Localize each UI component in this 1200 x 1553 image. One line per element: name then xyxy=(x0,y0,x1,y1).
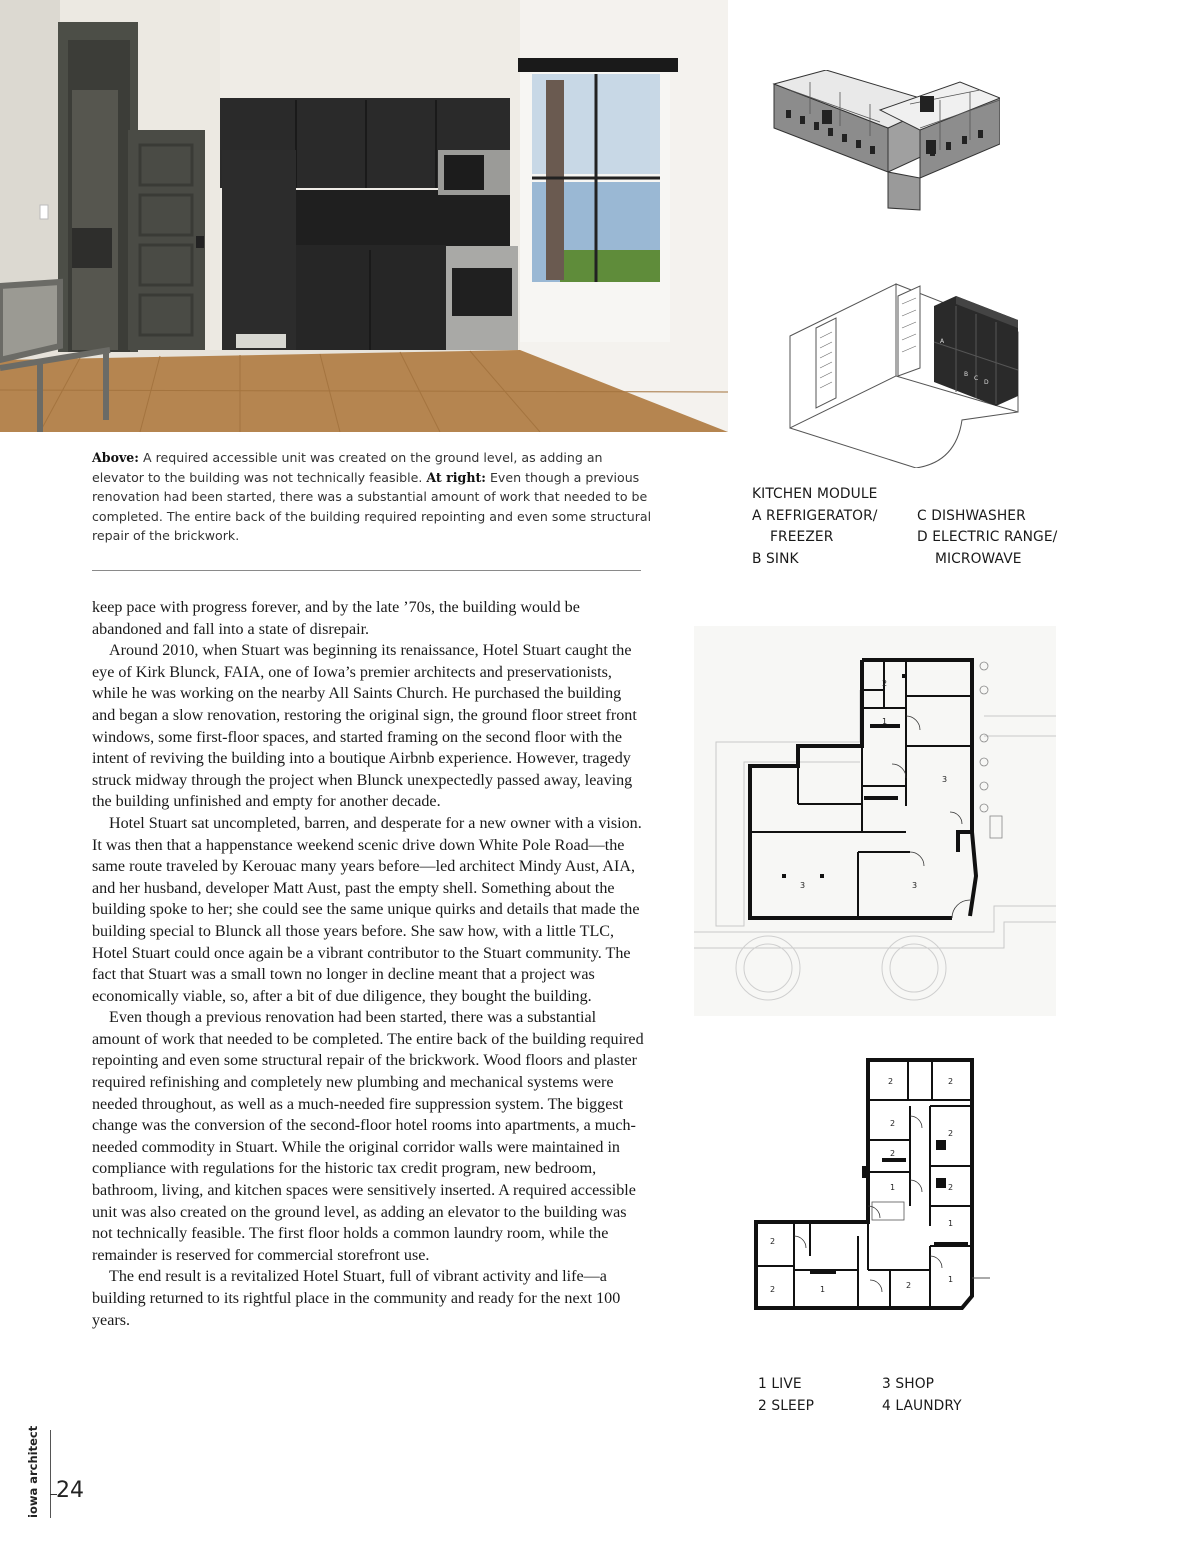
magazine-name: iowa architect xyxy=(26,1425,40,1518)
kitchen-legend-d: D ELECTRIC RANGE/ xyxy=(917,529,1058,546)
caption-above-label: Above: xyxy=(92,450,139,465)
iso-label-a: A xyxy=(940,338,945,345)
floor-plan-legend xyxy=(758,1374,1018,1418)
plan2-label-sleep-4: 2 xyxy=(948,1129,954,1138)
kitchen-legend-title: KITCHEN MODULE xyxy=(752,486,878,502)
body-paragraph-3: Hotel Stuart sat uncompleted, barren, and desperate for a new owner with a vision. It was then that a happenstance weekend scenic drive down White Pole Road—the same route traveled by Kerouac many years before—led architect Mindy Aust, AIA, and her husband, developer Matt Aust, past the empty shell. Something about the building spoke to her; she could see the same unique quirks and details that made the building special to Blunck all those years before. She saw how, with a little TLC, Hotel Stuart could once again be a vibrant contributor to the Stuart community. The fact that Stuart was a small town no longer in decline meant that a project was economically viable, so, after a bit of due diligence, they bought the building. xyxy=(92,814,642,1005)
caption-right-text: Even though a previous renovation had been started, there was a substantial amount of work that needed to be completed. The entire back of the building required repointing and even some structural repair of the brickwork. xyxy=(92,469,652,544)
kitchen-legend-a-cont: FREEZER xyxy=(770,529,834,546)
body-paragraph-5: The end result is a revitalized Hotel Stuart, full of vibrant activity and life—a building returned to its rightful place in the community and ready for the next 100 years. xyxy=(92,1268,621,1329)
body-paragraph-4: Even though a previous renovation had been started, there was a substantial amount of work that needed to be completed. The entire back of the building required repointing and even some structural repair of the brickwork. Wood floors and plaster required refinishing and completely new plumbing and mechanical systems were needed throughout, as well as a much-needed fire suppression system. The biggest change was the conversion of the second-floor hotel rooms into apartments, a much-needed commodity in Stuart. While the original corridor walls were maintained in compliance with regulations for the historic tax credit program, new bedroom, bathroom, living, and kitchen spaces were sensitively inserted. A required accessible unit was also created on the ground level, as adding an elevator to the building was not technically feasible. The first floor holds a common laundry room, while the remainder is reserved for commercial storefront use. xyxy=(92,1009,644,1264)
plan1-label-shop-c: 3 xyxy=(912,881,918,890)
body-paragraph-2: Around 2010, when Stuart was beginning its renaissance, Hotel Stuart caught the eye of Kirk Blunck, FAIA, one of Iowa’s premier architects and preservationists, while he was working on the nearby All Saints Church. He purchased the building and began a slow renovation, restoring the original sign, the ground floor street front windows, some first-floor spaces, and started framing on the second floor with the intent of reviving the building into a boutique Airbnb experience. However, tragedy struck midway through the project when Blunck unexpectedly passed away, leaving the building unfinished and empty for another decade. xyxy=(92,642,637,811)
building-axonometric-drawing xyxy=(770,70,1000,220)
plan-legend-shop: 3 SHOP xyxy=(882,1376,935,1392)
kitchen-module-legend xyxy=(752,484,1082,574)
plan2-label-sleep-2: 2 xyxy=(948,1077,954,1086)
kitchen-photo xyxy=(0,0,728,432)
plan2-label-sleep-1: 2 xyxy=(888,1077,894,1086)
plan-legend-sleep: 2 SLEEP xyxy=(758,1397,815,1414)
plan2-label-sleep-7: 2 xyxy=(770,1285,776,1294)
divider-rule xyxy=(92,570,641,571)
plan-legend-live: 1 LIVE xyxy=(758,1376,802,1392)
first-floor-plan xyxy=(694,626,1056,1016)
plan2-label-sleep-8: 2 xyxy=(906,1281,912,1290)
kitchen-legend-c: C DISHWASHER xyxy=(917,507,1026,524)
article-body xyxy=(92,597,644,1331)
plan2-label-live-1: 1 xyxy=(890,1183,896,1192)
kitchen-legend-b: B SINK xyxy=(752,550,799,567)
kitchen-module-drawing xyxy=(786,272,1020,468)
plan1-label-shop-b: 3 xyxy=(800,881,806,890)
footer-divider xyxy=(50,1430,51,1518)
plan2-label-sleep-3: 2 xyxy=(890,1119,896,1128)
plan1-label-live: 1 xyxy=(882,717,888,726)
iso-label-c: C xyxy=(974,375,979,382)
kitchen-legend-a: A REFRIGERATOR/ xyxy=(752,507,878,524)
caption-above-text: A required accessible unit was created on the ground level, as adding an elevator to the building was not technically feasible. xyxy=(92,450,603,485)
photo-caption xyxy=(92,448,652,546)
page-number: 24 xyxy=(56,1478,84,1503)
plan2-label-sleep-5: 2 xyxy=(948,1183,954,1192)
plan-legend-laundry: 4 LAUNDRY xyxy=(882,1397,962,1414)
plan2-label-sleep-9: 2 xyxy=(890,1149,896,1158)
plan1-label-sleep: 2 xyxy=(882,679,888,688)
second-floor-plan xyxy=(750,1056,1000,1314)
body-paragraph-1: keep pace with progress forever, and by the late ’70s, the building would be abandoned and fall into a state of disrepair. xyxy=(92,599,580,638)
plan2-label-live-2: 1 xyxy=(948,1219,954,1228)
iso-label-d: D xyxy=(984,379,989,386)
kitchen-legend-d-cont: MICROWAVE xyxy=(935,550,1022,567)
plan2-label-sleep-6: 2 xyxy=(770,1237,776,1246)
magazine-name-vertical xyxy=(26,1425,50,1520)
plan2-label-live-3: 1 xyxy=(820,1285,826,1294)
iso-label-b: B xyxy=(964,371,969,378)
plan2-label-live-4: 1 xyxy=(948,1275,954,1284)
plan1-label-shop-a: 3 xyxy=(942,775,948,784)
caption-right-label: At right: xyxy=(426,469,486,485)
